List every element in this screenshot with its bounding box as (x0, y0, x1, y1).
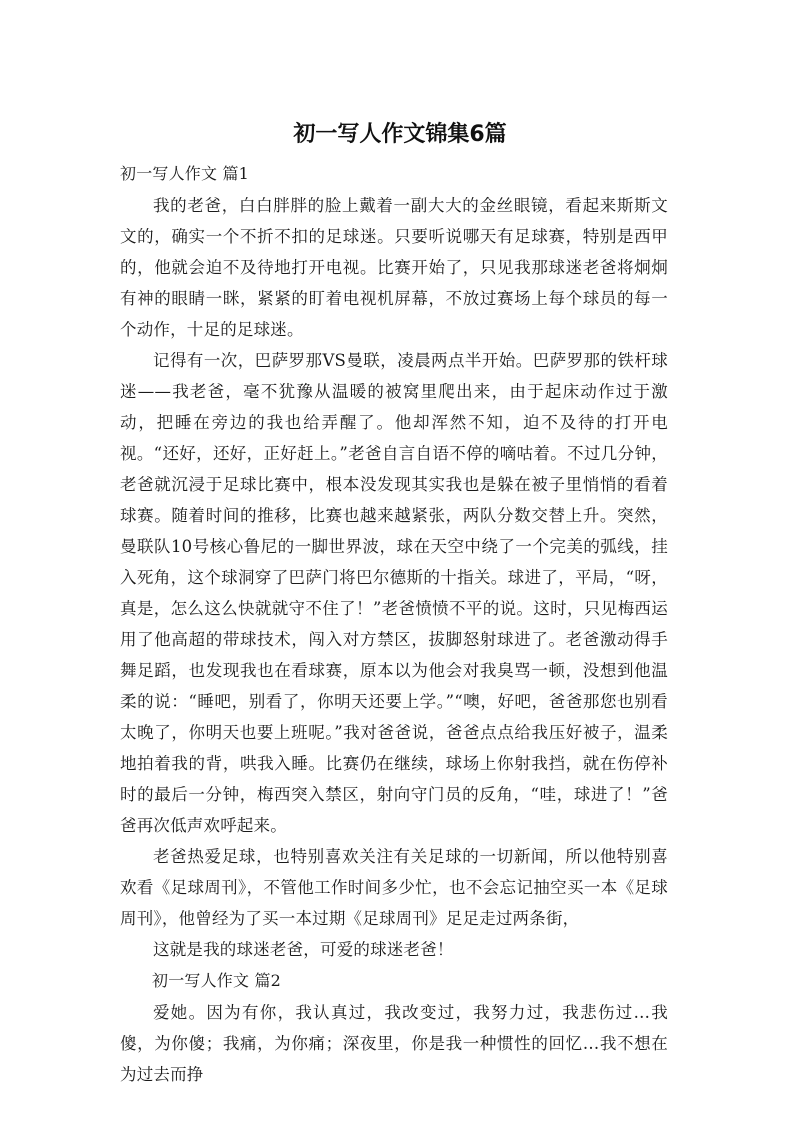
paragraph: 这就是我的球迷老爸，可爱的球迷老爸！ (153, 940, 454, 959)
paragraph: 老爸热爱足球，也特别喜欢关注有关足球的一切新闻，所以他特别喜欢看《足球周刊》，不管他工作时间多少忙，也不会忘记抽空买一本《足球周刊》，他曾经为了买一本过期《足球周刊》足足走过两条街， (120, 847, 668, 928)
paragraph: 记得有一次，巴萨罗那VS曼联，凌晨两点半开始。巴萨罗那的铁杆球迷——我老爸，毫不犹豫从温暖的被窝里爬出来，由于起床动作过于激动，把睡在旁边的我也给弄醒了。他却浑然不知，迫不及待的打开电视。“还好，还好，正好赶上。”老爸自言自语不停的嘀咕着。不过几分钟，老爸就沉浸于足球比赛中，根本没发现其实我也是躲在被子里悄悄的看着球赛。随着时间的推移，比赛也越来越紧张，两队分数交替上升。突然，曼联队10号核心鲁尼的一脚世界波，球在天空中绕了一个完美的弧线，挂入死角，这个球洞穿了巴萨门将巴尔德斯的十指关。球进了，平局，“呀，真是，怎么这么快就就守不住了！”老爸愤愤不平的说。这时，只见梅西运用了他高超的带球技术，闯入对方禁区，拔脚怒射球进了。老爸激动得手舞足蹈，也发现我也在看球赛，原本以为他会对我臭骂一顿，没想到他温柔的说：“睡吧，别看了，你明天还要上学。”“噢，好吧，爸爸那您也别看太晚了，你明天也要上班呢。”我对爸爸说，爸爸点点给我压好被子，温柔地拍着我的背，哄我入睡。比赛仍在继续，球场上你射我挡，就在伤停补时的最后一分钟，梅西突入禁区，射向守门员的反角，“哇，球进了！”爸爸再次低声欢呼起来。 (120, 351, 668, 835)
document-body (120, 158, 668, 1090)
section-heading-2: 初一写人作文 篇2 (152, 971, 282, 990)
section-heading-1: 初一写人作文 篇1 (120, 164, 250, 183)
page-title: 初一写人作文锦集6篇 (293, 122, 507, 147)
paragraph: 爱她。因为有你，我认真过，我改变过，我努力过，我悲伤过…我傻，为你傻；我痛，为你痛；深夜里，你是我一种惯性的回忆…我不想在为过去而挣 (120, 1003, 668, 1084)
paragraph: 我的老爸，白白胖胖的脸上戴着一副大大的金丝眼镜，看起来斯斯文文的，确实一个不折不扣的足球迷。只要听说哪天有足球赛，特别是西甲的，他就会迫不及待地打开电视。比赛开始了，只见我那球迷老爸将炯炯有神的眼睛一眯，紧紧的盯着电视机屏幕，不放过赛场上每个球员的每一个动作，十足的足球迷。 (120, 196, 668, 339)
